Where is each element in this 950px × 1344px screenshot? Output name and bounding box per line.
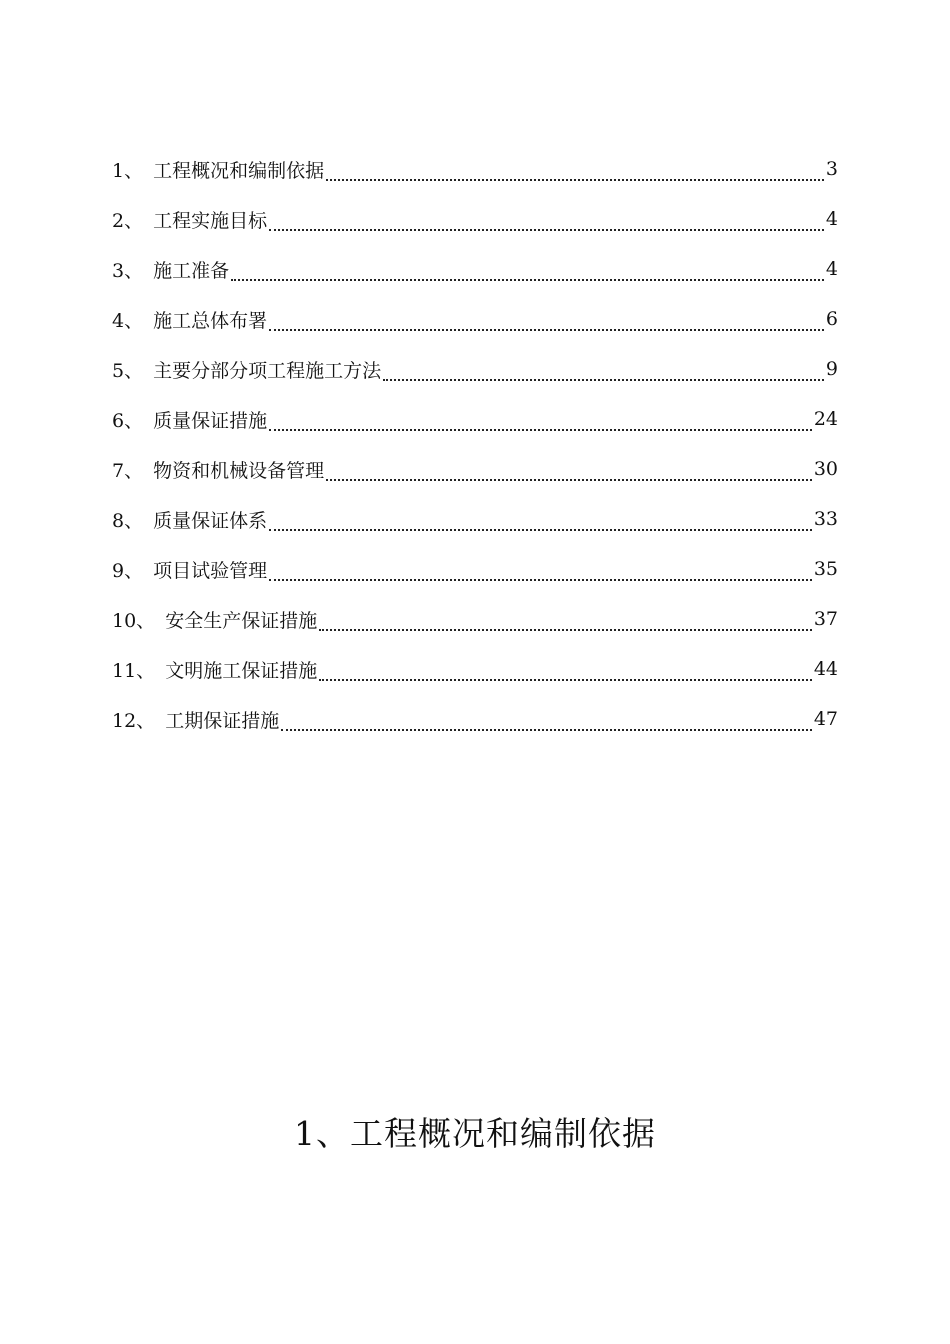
toc-entry-title: 工期保证措施 xyxy=(165,709,280,732)
toc-entry-number: 2、 xyxy=(112,209,144,232)
toc-entry-9[interactable] xyxy=(112,544,838,594)
toc-entry-title: 安全生产保证措施 xyxy=(165,609,318,632)
toc-dot-leader xyxy=(269,313,824,331)
toc-entry-number: 9、 xyxy=(112,559,144,582)
toc-entry-title: 主要分部分项工程施工方法 xyxy=(153,359,382,382)
toc-entry-1[interactable] xyxy=(112,144,838,194)
toc-entry-12[interactable] xyxy=(112,694,838,744)
toc-entry-title: 质量保证体系 xyxy=(153,509,268,532)
toc-dot-leader xyxy=(269,213,824,231)
toc-entry-number: 6、 xyxy=(112,409,144,432)
toc-entry-page: 33 xyxy=(813,508,838,530)
toc-dot-leader xyxy=(383,363,824,381)
toc-dot-leader xyxy=(326,463,812,481)
toc-entry-number: 3、 xyxy=(112,259,144,282)
toc-entry-2[interactable] xyxy=(112,194,838,244)
section-heading: 1、工程概况和编制依据 xyxy=(294,1114,656,1153)
toc-entry-title: 物资和机械设备管理 xyxy=(153,459,325,482)
toc-entry-page: 6 xyxy=(825,308,838,330)
toc-dot-leader xyxy=(319,613,812,631)
toc-dot-leader xyxy=(269,513,812,531)
toc-entry-title: 施工准备 xyxy=(153,259,230,282)
toc-entry-title: 质量保证措施 xyxy=(153,409,268,432)
toc-entry-title: 施工总体布署 xyxy=(153,309,268,332)
toc-entry-3[interactable] xyxy=(112,244,838,294)
toc-entry-number: 7、 xyxy=(112,459,144,482)
toc-entry-page: 4 xyxy=(825,258,838,280)
toc-entry-11[interactable] xyxy=(112,644,838,694)
toc-entry-page: 9 xyxy=(825,358,838,380)
toc-dot-leader xyxy=(319,663,812,681)
toc-entry-number: 10、 xyxy=(112,609,156,632)
toc-entry-title: 工程概况和编制依据 xyxy=(153,159,325,182)
toc-entry-6[interactable] xyxy=(112,394,838,444)
toc-entry-7[interactable] xyxy=(112,444,838,494)
toc-entry-number: 11、 xyxy=(112,659,156,682)
toc-entry-page: 44 xyxy=(813,658,838,680)
toc-dot-leader xyxy=(269,413,812,431)
table-of-contents xyxy=(112,144,838,744)
toc-entry-number: 4、 xyxy=(112,309,144,332)
toc-entry-title: 工程实施目标 xyxy=(153,209,268,232)
toc-dot-leader xyxy=(231,263,824,281)
toc-entry-number: 8、 xyxy=(112,509,144,532)
toc-entry-title: 项目试验管理 xyxy=(153,559,268,582)
toc-entry-5[interactable] xyxy=(112,344,838,394)
toc-entry-number: 1、 xyxy=(112,159,144,182)
toc-dot-leader xyxy=(269,563,812,581)
toc-entry-8[interactable] xyxy=(112,494,838,544)
toc-entry-4[interactable] xyxy=(112,294,838,344)
toc-entry-page: 47 xyxy=(813,708,838,730)
toc-dot-leader xyxy=(326,163,824,181)
toc-entry-title: 文明施工保证措施 xyxy=(165,659,318,682)
toc-entry-number: 5、 xyxy=(112,359,144,382)
toc-dot-leader xyxy=(281,713,812,731)
toc-entry-page: 4 xyxy=(825,208,838,230)
toc-entry-page: 3 xyxy=(825,158,838,180)
toc-entry-page: 35 xyxy=(813,558,838,580)
toc-entry-10[interactable] xyxy=(112,594,838,644)
toc-entry-page: 24 xyxy=(813,408,838,430)
toc-entry-page: 30 xyxy=(813,458,838,480)
toc-entry-number: 12、 xyxy=(112,709,156,732)
toc-entry-page: 37 xyxy=(813,608,838,630)
